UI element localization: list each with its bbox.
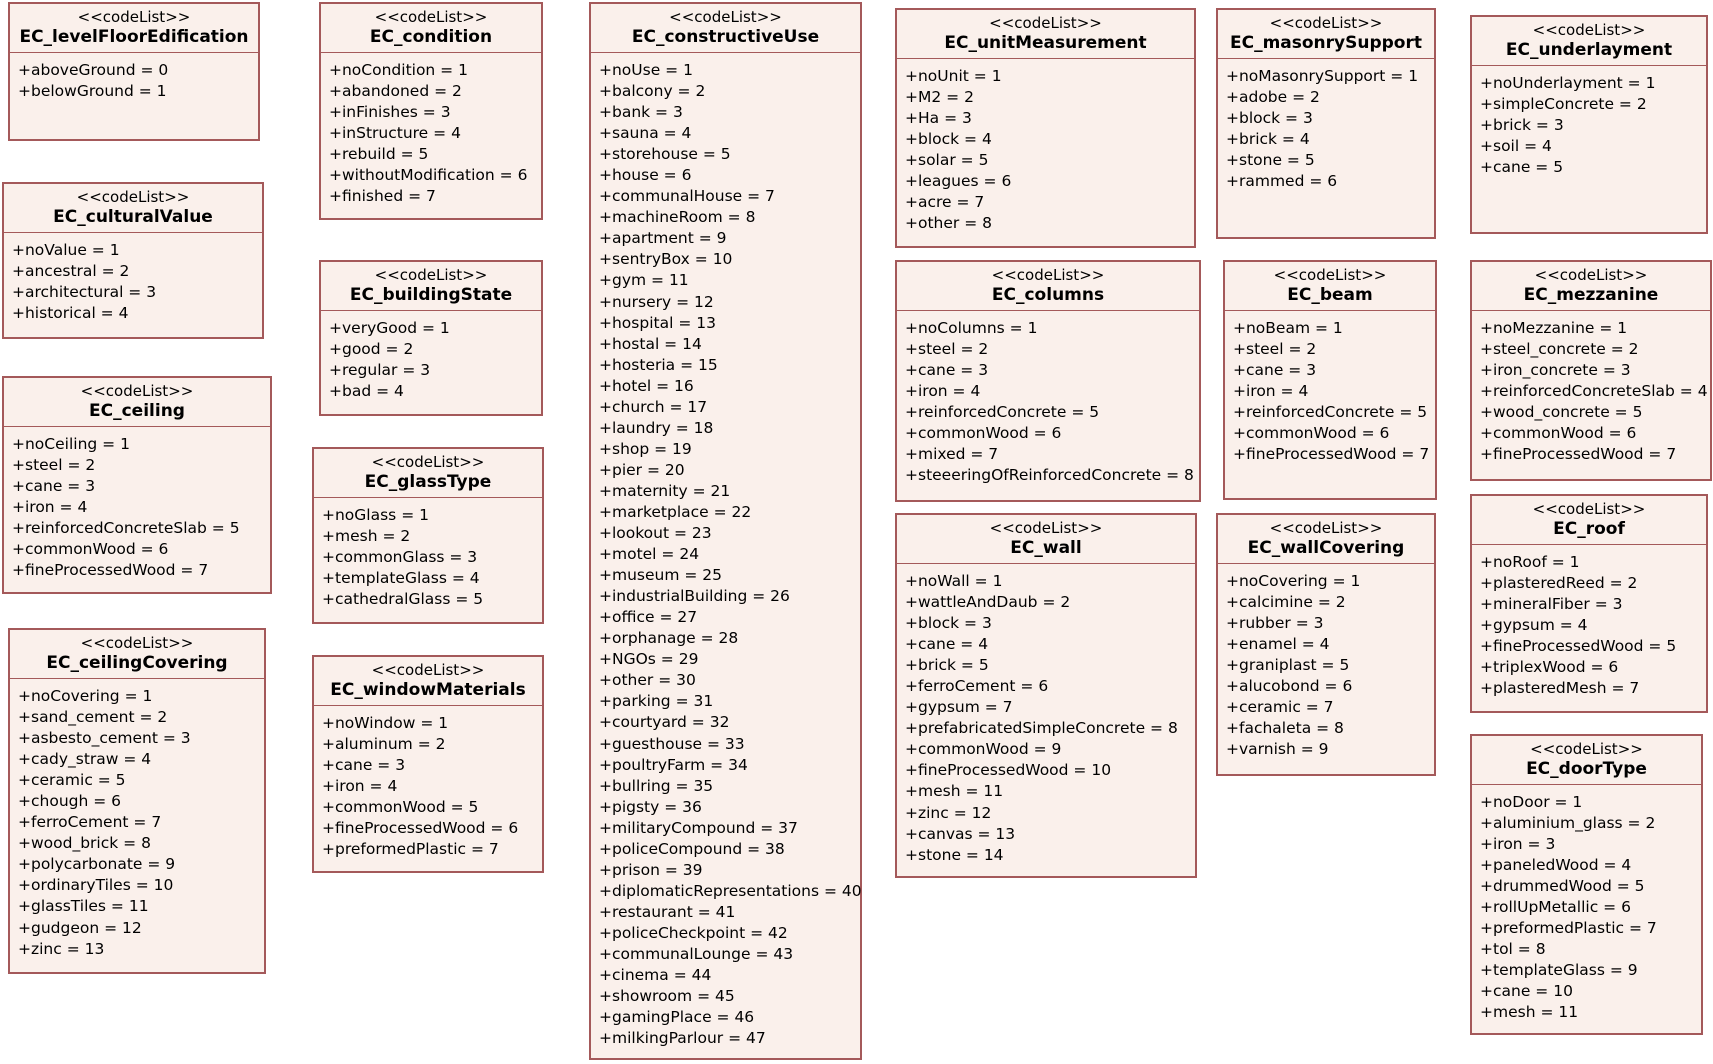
enum-value: +zinc = 12 [905, 803, 992, 822]
enum-value: +sauna = 4 [599, 124, 692, 143]
enum-value: +withoutModification = 6 [329, 166, 528, 185]
enum-value: +leagues = 6 [905, 172, 1012, 191]
enum-value: +other = 8 [905, 214, 992, 233]
enum-value: +noBeam = 1 [1233, 319, 1343, 337]
enum-value: +industrialBuilding = 26 [599, 587, 790, 606]
enum-value: +ferroCement = 6 [905, 677, 1049, 696]
enum-value: +noCondition = 1 [329, 61, 468, 79]
enum-value: +calcimine = 2 [1226, 593, 1346, 612]
enum-value: +commonWood = 6 [905, 424, 1062, 443]
enum-value: +rammed = 6 [1226, 172, 1338, 191]
enum-value: +noMasonrySupport = 1 [1226, 67, 1419, 85]
enum-value: +noRoof = 1 [1480, 553, 1580, 571]
enum-value: +nursery = 12 [599, 292, 714, 311]
enum-value: +commonWood = 6 [12, 540, 169, 559]
enum-value: +acre = 7 [905, 193, 985, 212]
enum-value: +mesh = 2 [322, 527, 411, 546]
enum-value: +cane = 3 [1233, 361, 1317, 380]
enum-value: +plasteredReed = 2 [1480, 574, 1638, 593]
enum-value: +wattleAndDaub = 2 [905, 593, 1071, 612]
enum-value: +iron = 4 [322, 777, 398, 796]
enum-value: +cane = 3 [12, 477, 96, 496]
codelist-ec-ceilingcovering[interactable] [8, 628, 266, 974]
enum-value: +iron = 4 [905, 382, 981, 401]
enum-value: +noCovering = 1 [18, 687, 153, 705]
enum-value: +policeCompound = 38 [599, 839, 785, 858]
enum-value: +regular = 3 [329, 361, 431, 380]
stereotype-label: <<codeList>> [1273, 266, 1387, 284]
codelist-ec-buildingstate[interactable] [319, 260, 543, 416]
stereotype-label: <<codeList>> [371, 453, 485, 471]
codelist-ec-ceiling[interactable] [2, 376, 272, 594]
class-name: EC_wallCovering [1247, 538, 1405, 558]
stereotype-label: <<codeList>> [991, 266, 1105, 284]
enum-value: +ancestral = 2 [12, 262, 130, 281]
class-name: EC_doorType [1526, 759, 1647, 779]
enum-value: +sentryBox = 10 [599, 250, 733, 269]
enum-value: +polycarbonate = 9 [18, 855, 176, 874]
enum-value: +gym = 11 [599, 271, 689, 290]
enum-value: +aluminum = 2 [322, 735, 446, 754]
enum-value: +ferroCement = 7 [18, 813, 162, 832]
enum-value: +zinc = 13 [18, 939, 105, 958]
enum-value: +solar = 5 [905, 151, 989, 170]
enum-value: +house = 6 [599, 166, 692, 185]
enum-value: +iron_concrete = 3 [1480, 361, 1631, 380]
enum-value: +cane = 4 [905, 635, 989, 654]
enum-value: +hotel = 16 [599, 376, 694, 395]
enum-value: +steel = 2 [1233, 340, 1317, 359]
codelist-ec-roof[interactable] [1470, 494, 1708, 713]
enum-value: +communalHouse = 7 [599, 187, 775, 206]
stereotype-label: <<codeList>> [989, 14, 1102, 32]
codelist-ec-wallcovering[interactable] [1216, 513, 1436, 776]
enum-value: +communalLounge = 43 [599, 944, 794, 963]
enum-value: +belowGround = 1 [18, 82, 167, 101]
enum-value: +courtyard = 32 [599, 713, 730, 732]
class-name: EC_ceiling [89, 401, 185, 421]
codelist-ec-underlayment[interactable] [1470, 15, 1708, 234]
enum-value: +prison = 39 [599, 860, 703, 879]
stereotype-label: <<codeList>> [1269, 519, 1383, 537]
enum-value: +rollUpMetallic = 6 [1480, 898, 1631, 917]
enum-value: +cane = 5 [1480, 158, 1564, 177]
enum-value: +guesthouse = 33 [599, 734, 745, 753]
stereotype-label: <<codeList>> [669, 8, 782, 26]
enum-value: +stone = 14 [905, 845, 1004, 864]
enum-value: +reinforcedConcrete = 5 [905, 403, 1100, 422]
enum-value: +abandoned = 2 [329, 82, 462, 101]
class-name: EC_condition [369, 27, 493, 47]
enum-value: +alucobond = 6 [1226, 677, 1353, 696]
class-name: EC_glassType [364, 472, 492, 492]
class-name: EC_constructiveUse [631, 27, 820, 47]
enum-value: +M2 = 2 [905, 88, 974, 107]
enum-value: +fineProcessedWood = 10 [905, 761, 1112, 780]
enum-value: +graniplast = 5 [1226, 656, 1350, 675]
enum-value: +varnish = 9 [1226, 740, 1329, 759]
stereotype-label: <<codeList>> [1530, 740, 1643, 758]
enum-value: +commonGlass = 3 [322, 548, 478, 567]
enum-value: +cane = 3 [322, 756, 406, 775]
enum-value: +veryGood = 1 [329, 319, 450, 337]
class-name: EC_buildingState [349, 285, 513, 305]
enum-value: +gamingPlace = 46 [599, 1008, 755, 1027]
enum-value: +steel_concrete = 2 [1480, 340, 1639, 359]
enum-value: +hostal = 14 [599, 334, 702, 353]
enum-value: +fineProcessedWood = 7 [1233, 445, 1430, 464]
enum-value: +fineProcessedWood = 6 [322, 819, 519, 838]
enum-value: +block = 3 [905, 614, 992, 633]
enum-value: +balcony = 2 [599, 82, 706, 101]
enum-value: +NGOs = 29 [599, 650, 699, 669]
stereotype-label: <<codeList>> [77, 8, 191, 26]
stereotype-label: <<codeList>> [371, 661, 485, 679]
class-name: EC_columns [991, 285, 1105, 305]
enum-value: +cane = 3 [905, 361, 989, 380]
enum-value: +iron = 4 [1233, 382, 1309, 401]
codelist-ec-levelflooredification[interactable] [8, 2, 260, 141]
enum-value: +gypsum = 4 [1480, 616, 1588, 635]
enum-value: +diplomaticRepresentations = 40 [599, 881, 862, 900]
enum-value: +cady_straw = 4 [18, 750, 152, 769]
enum-value: +noWindow = 1 [322, 714, 449, 732]
enum-value: +iron = 4 [12, 498, 88, 517]
enum-value: +cathedralGlass = 5 [322, 590, 484, 609]
stereotype-label: <<codeList>> [1269, 14, 1383, 32]
enum-value: +iron = 3 [1480, 835, 1556, 854]
enum-value: +aboveGround = 0 [18, 61, 169, 79]
enum-value: +office = 27 [599, 608, 698, 627]
enum-value: +commonWood = 6 [1480, 424, 1637, 443]
enum-value: +soil = 4 [1480, 137, 1552, 156]
codelist-ec-glasstype[interactable] [312, 447, 544, 624]
enum-value: +mesh = 11 [905, 782, 1004, 801]
class-name: EC_roof [1553, 519, 1625, 539]
enum-value: +paneledWood = 4 [1480, 856, 1632, 875]
codelist-ec-culturalvalue[interactable] [2, 182, 264, 339]
enum-value: +hospital = 13 [599, 313, 716, 332]
enum-value: +inStructure = 4 [329, 124, 461, 143]
class-name: EC_culturalValue [53, 207, 213, 227]
enum-value: +commonWood = 5 [322, 798, 479, 817]
enum-value: +adobe = 2 [1226, 88, 1320, 107]
enum-value: +apartment = 9 [599, 229, 727, 248]
class-name: EC_unitMeasurement [944, 33, 1147, 53]
enum-value: +ceramic = 7 [1226, 698, 1334, 717]
enum-value: +templateGlass = 4 [322, 569, 480, 588]
enum-value: +rebuild = 5 [329, 145, 429, 164]
enum-value: +gudgeon = 12 [18, 918, 142, 937]
enum-value: +bank = 3 [599, 103, 683, 122]
codelist-ec-beam[interactable] [1223, 260, 1437, 500]
stereotype-label: <<codeList>> [1534, 266, 1648, 284]
enum-value: +asbesto_cement = 3 [18, 729, 191, 748]
enum-value: +noWall = 1 [905, 572, 1003, 590]
enum-value: +fineProcessedWood = 7 [12, 561, 209, 580]
enum-value: +noUse = 1 [599, 61, 693, 79]
codelist-ec-constructiveuse[interactable] [589, 2, 862, 1060]
enum-value: +noGlass = 1 [322, 506, 429, 524]
enum-value: +prefabricatedSimpleConcrete = 8 [905, 719, 1178, 738]
enum-value: +church = 17 [599, 397, 708, 416]
codelist-ec-columns[interactable] [895, 260, 1201, 502]
enum-value: +reinforcedConcreteSlab = 4 [1480, 382, 1708, 401]
codelist-ec-doortype[interactable] [1470, 734, 1703, 1035]
class-name: EC_ceilingCovering [46, 653, 228, 673]
enum-value: +glassTiles = 11 [18, 897, 149, 916]
enum-value: +noMezzanine = 1 [1480, 319, 1628, 337]
codelist-ec-unitmeasurement[interactable] [895, 8, 1196, 248]
codelist-ec-masonrysupport[interactable] [1216, 8, 1436, 239]
enum-value: +steel = 2 [905, 340, 989, 359]
enum-value: +noUnit = 1 [905, 67, 1002, 85]
enum-value: +noCovering = 1 [1226, 572, 1361, 590]
enum-value: +marketplace = 22 [599, 502, 752, 521]
stereotype-label: <<codeList>> [989, 519, 1103, 537]
enum-value: +bullring = 35 [599, 776, 714, 795]
enum-value: +brick = 4 [1226, 130, 1310, 149]
enum-value: +orphanage = 28 [599, 629, 739, 648]
enum-value: +shop = 19 [599, 439, 692, 458]
enum-value: +showroom = 45 [599, 987, 735, 1006]
codelist-ec-condition[interactable] [319, 2, 543, 220]
enum-value: +steeeringOfReinforcedConcrete = 8 [905, 466, 1194, 485]
enum-value: +reinforcedConcreteSlab = 5 [12, 519, 240, 538]
enum-value: +inFinishes = 3 [329, 103, 451, 122]
enum-value: +steel = 2 [12, 456, 96, 475]
enum-value: +finished = 7 [329, 187, 436, 206]
enum-value: +preformedPlastic = 7 [1480, 919, 1657, 938]
enum-value: +historical = 4 [12, 304, 129, 323]
class-name: EC_mezzanine [1523, 285, 1659, 305]
stereotype-label: <<codeList>> [80, 634, 194, 652]
enum-value: +noColumns = 1 [905, 319, 1038, 337]
enum-value: +sand_cement = 2 [18, 708, 168, 727]
enum-value: +block = 4 [905, 130, 992, 149]
stereotype-label: <<codeList>> [1532, 21, 1646, 39]
class-name: EC_underlayment [1505, 40, 1673, 60]
enum-value: +bad = 4 [329, 382, 404, 401]
enum-value: +commonWood = 9 [905, 740, 1062, 759]
enum-value: +policeCheckpoint = 42 [599, 923, 788, 942]
enum-value: +architectural = 3 [12, 283, 157, 302]
enum-value: +noCeiling = 1 [12, 435, 130, 453]
enum-value: +ceramic = 5 [18, 771, 126, 790]
stereotype-label: <<codeList>> [374, 8, 488, 26]
enum-value: +tol = 8 [1480, 940, 1546, 959]
enum-value: +militaryCompound = 37 [599, 818, 798, 837]
enum-value: +triplexWood = 6 [1480, 658, 1619, 677]
codelist-ec-mezzanine[interactable] [1470, 260, 1712, 481]
enum-value: +noDoor = 1 [1480, 793, 1583, 811]
class-name: EC_wall [1010, 538, 1082, 558]
class-name: EC_beam [1287, 285, 1373, 305]
stereotype-label: <<codeList>> [76, 188, 190, 206]
class-name: EC_windowMaterials [330, 680, 526, 700]
class-name: EC_masonrySupport [1229, 33, 1422, 53]
enum-value: +pigsty = 36 [599, 797, 702, 816]
enum-value: +brick = 5 [905, 656, 989, 675]
enum-value: +fachaleta = 8 [1226, 719, 1344, 738]
enum-value: +commonWood = 6 [1233, 424, 1390, 443]
enum-value: +restaurant = 41 [599, 902, 736, 921]
enum-value: +gypsum = 7 [905, 698, 1013, 717]
enum-value: +museum = 25 [599, 566, 723, 585]
enum-value: +brick = 3 [1480, 116, 1564, 135]
enum-value: +chough = 6 [18, 792, 122, 811]
enum-value: +mesh = 11 [1480, 1003, 1579, 1022]
enum-value: +pier = 20 [599, 460, 685, 479]
enum-value: +parking = 31 [599, 692, 714, 711]
enum-value: +reinforcedConcrete = 5 [1233, 403, 1428, 422]
stereotype-label: <<codeList>> [80, 382, 194, 400]
enum-value: +fineProcessedWood = 7 [1480, 445, 1677, 464]
enum-value: +canvas = 13 [905, 824, 1016, 843]
enum-value: +other = 30 [599, 671, 696, 690]
enum-value: +hosteria = 15 [599, 355, 718, 374]
enum-value: +enamel = 4 [1226, 635, 1330, 654]
enum-value: +motel = 24 [599, 545, 700, 564]
enum-value: +laundry = 18 [599, 418, 714, 437]
enum-value: +mineralFiber = 3 [1480, 595, 1623, 614]
enum-value: +storehouse = 5 [599, 145, 731, 164]
stereotype-label: <<codeList>> [1532, 500, 1646, 518]
enum-value: +stone = 5 [1226, 151, 1315, 170]
enum-value: +wood_brick = 8 [18, 834, 151, 853]
enum-value: +good = 2 [329, 340, 414, 359]
codelist-ec-wall[interactable] [895, 513, 1197, 878]
enum-value: +plasteredMesh = 7 [1480, 679, 1640, 698]
enum-value: +poultryFarm = 34 [599, 755, 748, 774]
stereotype-label: <<codeList>> [374, 266, 488, 284]
enum-value: +maternity = 21 [599, 481, 731, 500]
enum-value: +noValue = 1 [12, 241, 120, 259]
enum-value: +rubber = 3 [1226, 614, 1324, 633]
enum-value: +cinema = 44 [599, 966, 712, 985]
enum-value: +templateGlass = 9 [1480, 961, 1638, 980]
class-name: EC_levelFloorEdification [19, 27, 249, 47]
enum-value: +fineProcessedWood = 5 [1480, 637, 1677, 656]
enum-value: +aluminium_glass = 2 [1480, 814, 1656, 833]
enum-value: +machineRoom = 8 [599, 208, 756, 227]
enum-value: +preformedPlastic = 7 [322, 840, 499, 859]
codelist-ec-windowmaterials[interactable] [312, 655, 544, 873]
enum-value: +ordinaryTiles = 10 [18, 876, 174, 895]
enum-value: +noUnderlayment = 1 [1480, 74, 1656, 92]
enum-value: +mixed = 7 [905, 445, 999, 464]
enum-value: +Ha = 3 [905, 109, 972, 128]
enum-value: +lookout = 23 [599, 524, 712, 543]
enum-value: +cane = 10 [1480, 982, 1573, 1001]
enum-value: +wood_concrete = 5 [1480, 403, 1643, 422]
enum-value: +simpleConcrete = 2 [1480, 95, 1647, 114]
enum-value: +milkingParlour = 47 [599, 1029, 766, 1048]
enum-value: +block = 3 [1226, 109, 1313, 128]
enum-value: +drummedWood = 5 [1480, 877, 1645, 896]
